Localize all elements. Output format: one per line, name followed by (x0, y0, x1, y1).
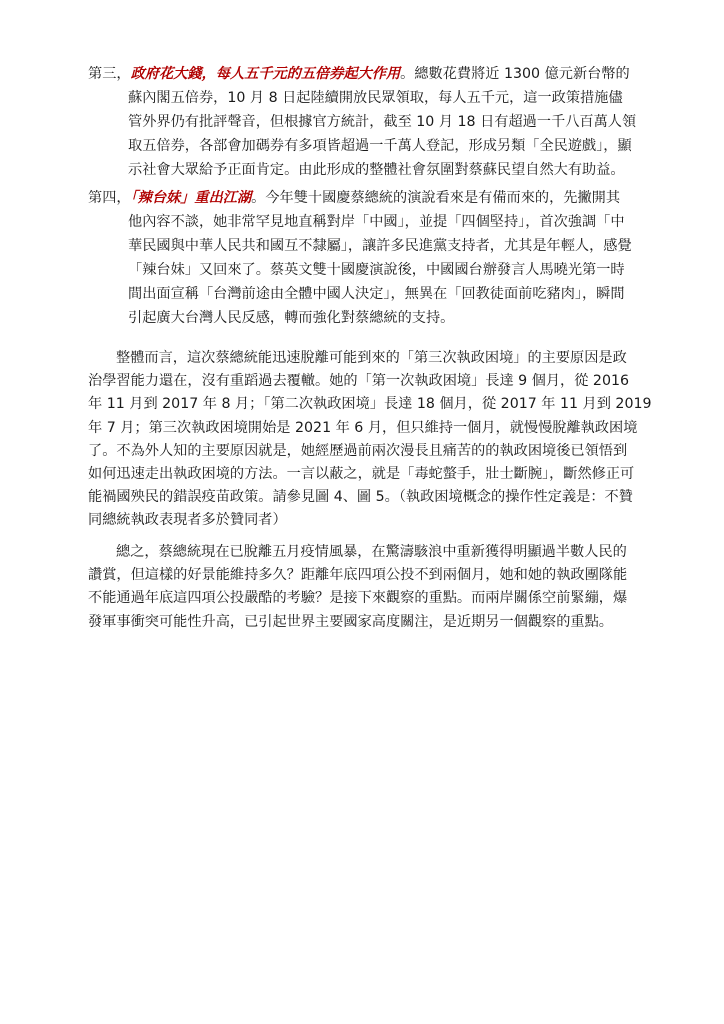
text-line: 不能通過年底這四項公投嚴酷的考驗？是接下來觀察的重點。而兩岸關係空前緊繃，爆 (88, 590, 628, 607)
text-line: 示社會大眾給予正面肯定。由此形成的整體社會氛圍對蔡蘇民望自然大有助益。 (128, 162, 625, 178)
text-line: 發軍事衝突可能性升高，已引起世界主要國家高度關注，是近期另一個觀察的重點。 (88, 613, 613, 630)
summary-paragraph (88, 347, 652, 533)
text-line: 「辣台妹」又回來了。蔡英文雙十國慶演說後，中國國台辦發言人馬曉光第一時 (128, 262, 625, 278)
text-line: 能禍國殃民的錯誤疫苗政策。請參見圖 4、圖 5。（執政困境概念的操作性定義是：不贊 (88, 489, 633, 506)
text-line: 華民國與中華人民共和國互不隸屬」，讓許多民進黨支持者，尤其是年輕人，感覺 (128, 238, 632, 254)
point-three-first-line (88, 62, 648, 86)
text-line: 管外界仍有批評聲音，但根據官方統計，截至 10 月 18 日有超過一千八百萬人領 (128, 114, 637, 130)
point-label: 第三， (88, 66, 131, 82)
text-line: 總之，蔡總統現在已脫離五月疫情風暴，在驚濤駭浪中重新獲得明顯過半數人民的 (116, 544, 627, 560)
text-line: 年 11 月到 2017 年 8 月；「第二次執政困境」長達 18 個月，從 2017 年 11 月到 2019 (88, 396, 652, 413)
text-line: 整體而言，這次蔡總統能迅速脫離可能到來的「第三次執政困境」的主要原因是政 (116, 350, 627, 366)
text-line: 讚賞，但這樣的好景能維持多久？距離年底四項公投不到兩個月，她和她的執政團隊能 (88, 567, 628, 584)
point-three (88, 62, 648, 182)
text-line: 引起廣大台灣人民反感，轉而強化對蔡總統的支持。 (128, 310, 455, 326)
text-line: 蘇內閣五倍券，10 月 8 日起陸續開放民眾領取，每人五千元，這一政策措施儘 (128, 90, 623, 106)
text-line: 。今年雙十國慶蔡總統的演說看來是有備而來的，先撇開其 (251, 190, 621, 206)
text-line: 取五倍券，各部會加碼券有多項皆超過一千萬人登記，形成另類「全民遊戲」，顯 (128, 138, 632, 154)
text-line: 治學習能力還在，沒有重蹈過去覆轍。她的「第一次執政困境」長達 9 個月，從 2016 (88, 373, 630, 390)
point-four-first-line (88, 186, 648, 210)
point-label: 第四， (88, 190, 131, 206)
text-line: 同總統執政表現者多於贊同者） (88, 512, 287, 529)
text-line: 他內容不談，她非常罕見地直稱對岸「中國」，並提「四個堅持」，首次強調「中 (128, 214, 625, 230)
text-line: 如何迅速走出執政困境的方法。一言以蔽之，就是「毒蛇螫手，壯士斷腕」，斷然修正可 (88, 466, 635, 483)
text-line: 。總數花費將近 1300 億元新台幣的 (400, 66, 630, 82)
point-emphasis: 政府花大錢，每人五千元的五倍券起大作用 (130, 66, 401, 82)
text-line: 間出面宣稱「台灣前途由全體中國人決定」，無異在「回教徒面前吃豬肉」，瞬間 (128, 286, 625, 302)
point-emphasis: 「辣台妹」重出江湖 (130, 190, 252, 206)
text-line: 了。不為外人知的主要原因就是，她經歷過前兩次漫長且痛苦的的執政困境後已領悟到 (88, 442, 628, 459)
point-four (88, 186, 648, 330)
conclusion-paragraph (88, 541, 648, 634)
text-line: 年 7 月；第三次執政困境開始是 2021 年 6 月，但只維持一個月，就慢慢脫離執政困境 (88, 419, 638, 436)
